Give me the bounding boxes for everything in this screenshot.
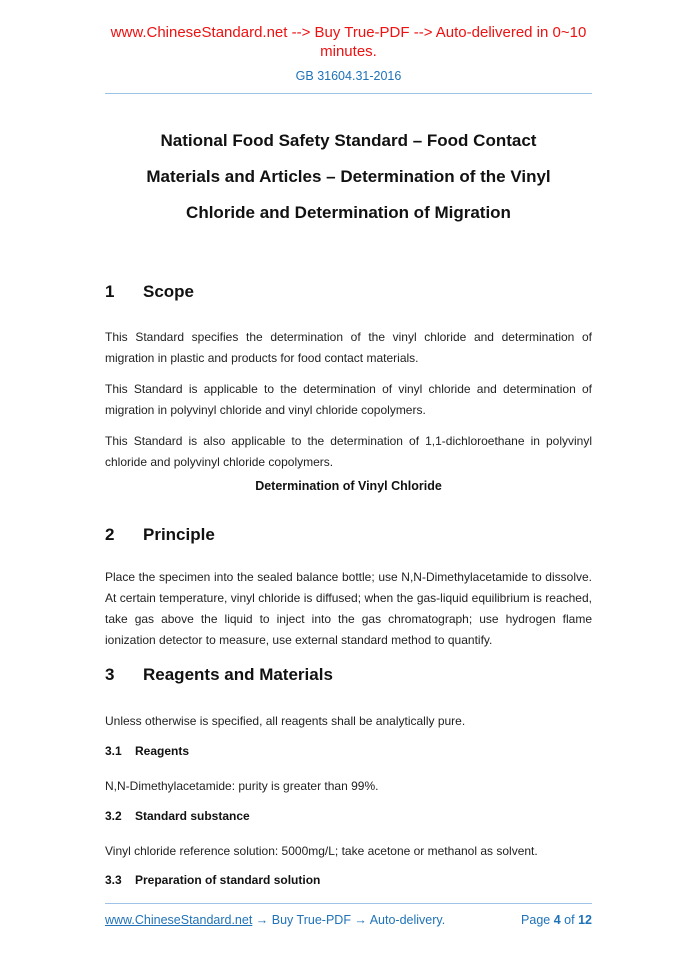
scope-paragraph-2: This Standard is applicable to the determination of vinyl chloride and determination of migration in polyvinyl chloride and vinyl chloride copolymers. bbox=[105, 382, 592, 417]
subsection-number: 3.1 bbox=[105, 744, 122, 758]
subsection-3-2-paragraph: Vinyl chloride reference solution: 5000mg/L; take acetone or methanol as solvent. bbox=[105, 844, 538, 858]
page-current: 4 bbox=[553, 913, 561, 927]
section-heading-scope bbox=[105, 281, 592, 302]
header-divider bbox=[105, 93, 592, 94]
page-content bbox=[105, 0, 592, 889]
subsection-number: 3.2 bbox=[105, 809, 122, 823]
scope-paragraph-1: This Standard specifies the determination of the vinyl chloride and determination of migration in plastic and products for food contact materials. bbox=[105, 330, 592, 365]
subsection-number: 3.3 bbox=[105, 873, 122, 887]
section-title: Reagents and Materials bbox=[143, 665, 333, 684]
section-heading-reagents bbox=[105, 664, 592, 685]
footer-tail-text: → Buy True-PDF → Auto-delivery. bbox=[255, 913, 446, 927]
principle-paragraph: Place the specimen into the sealed balance bottle; use N,N-Dimethylacetamide to dissolve. At certain temperature, vinyl chloride is diffused; when the gas-liquid equilibrium is reached, take gas above the liquid to inject into the gas chromatograph; use hydrogen flame ionization detector to measure, use external standard method to quantify. bbox=[105, 570, 592, 647]
page-indicator bbox=[521, 912, 592, 929]
reagents-intro-paragraph: Unless otherwise is specified, all reagents shall be analytically pure. bbox=[105, 714, 466, 728]
subsection-heading-3-1 bbox=[105, 743, 592, 760]
subsection-title: Reagents bbox=[135, 744, 190, 758]
section-title: Principle bbox=[143, 525, 215, 544]
page-total: 12 bbox=[578, 913, 592, 927]
page-header bbox=[105, 0, 592, 94]
section-number: 2 bbox=[105, 525, 115, 544]
of-label: of bbox=[564, 913, 575, 927]
footer-divider bbox=[105, 903, 592, 904]
section-number: 1 bbox=[105, 282, 115, 301]
title-line-3: Chloride and Determination of Migration bbox=[186, 203, 511, 222]
subsection-heading-3-2 bbox=[105, 808, 592, 825]
scope-paragraph-3: This Standard is also applicable to the determination of 1,1-dichloroethane in polyvinyl chloride and polyvinyl chloride copolymers. bbox=[105, 434, 592, 469]
standard-code: GB 31604.31-2016 bbox=[295, 69, 402, 83]
subsection-title: Preparation of standard solution bbox=[135, 873, 321, 887]
subsection-3-1-paragraph: N,N-Dimethylacetamide: purity is greater than 99%. bbox=[105, 779, 379, 793]
section-title: Scope bbox=[143, 282, 195, 301]
page-label: Page bbox=[521, 913, 551, 927]
footer-left bbox=[105, 912, 445, 929]
page-footer bbox=[105, 903, 592, 929]
section-heading-principle bbox=[105, 524, 592, 545]
section-number: 3 bbox=[105, 665, 115, 684]
document-title bbox=[105, 123, 592, 231]
promo-banner: www.ChineseStandard.net --> Buy True-PDF --> Auto-delivered in 0~10 minutes. bbox=[110, 24, 587, 60]
footer-site-link[interactable]: www.ChineseStandard.net bbox=[105, 913, 253, 927]
title-line-2: Materials and Articles – Determination of the Vinyl bbox=[146, 167, 551, 186]
subsection-title: Standard substance bbox=[135, 809, 250, 823]
footer-row bbox=[105, 912, 592, 929]
part-heading: Determination of Vinyl Chloride bbox=[255, 479, 442, 493]
title-line-1: National Food Safety Standard – Food Contact bbox=[160, 131, 537, 150]
subsection-heading-3-3 bbox=[105, 872, 592, 889]
